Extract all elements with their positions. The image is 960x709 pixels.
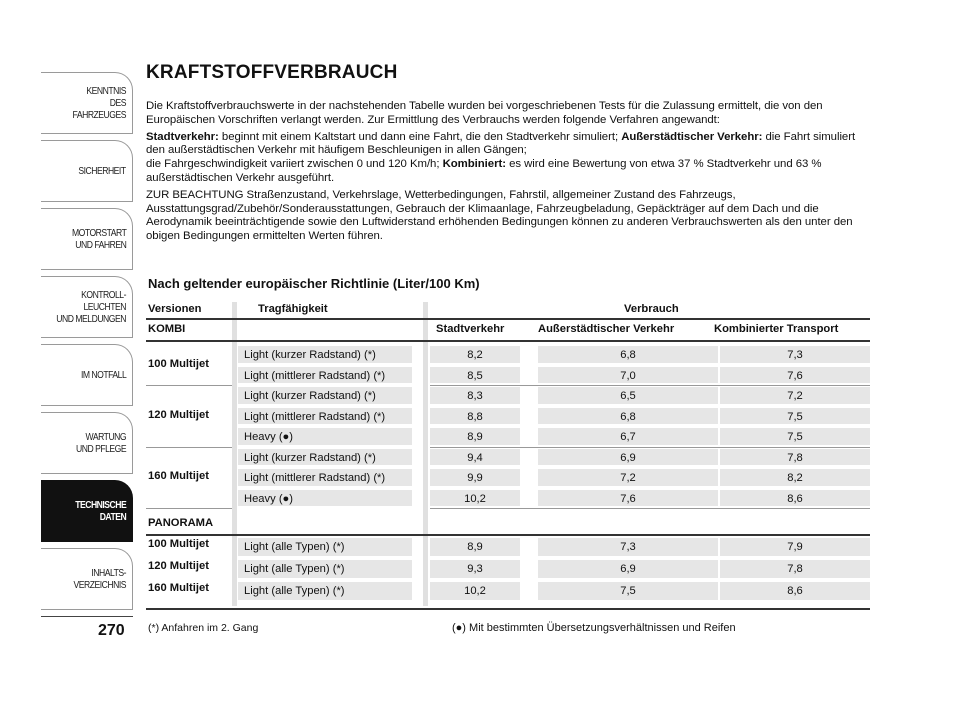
header-rule (146, 340, 870, 342)
cell-load: Light (alle Typen) (*) (244, 563, 345, 575)
nav-tab-label: KENNTNIS DES FAHRZEUGES (72, 85, 126, 121)
column-divider (423, 302, 428, 606)
nav-tab-label: WARTUNG UND PFLEGE (75, 431, 126, 455)
cell-kombiniert: 7,5 (787, 410, 803, 423)
cell-ausserstaedtisch: 7,3 (620, 541, 636, 553)
cell-stadtverkehr: 8,3 (467, 390, 483, 402)
term-stadtverkehr: Stadtverkehr: (146, 130, 219, 143)
cell-ausserstaedtisch: 7,2 (620, 472, 636, 484)
version-label: 160 Multijet (148, 470, 209, 483)
cell-ausserstaedtisch: 7,0 (620, 369, 636, 382)
cell-stadtverkehr: 10,2 (464, 492, 486, 505)
cell-load: Heavy (●) (244, 431, 294, 443)
cell-kombiniert: 8,2 (787, 472, 803, 484)
cell-kombiniert: 7,3 (787, 349, 803, 361)
header-verbrauch: Verbrauch (624, 303, 679, 315)
cell-ausserstaedtisch: 6,8 (620, 410, 636, 423)
header-stadtverkehr: Stadtverkehr (436, 323, 505, 335)
cell-load: Light (mittlerer Radstand) (*) (244, 410, 386, 423)
version-label: 120 Multijet (148, 408, 209, 421)
main-content (146, 62, 870, 247)
cell-stadtverkehr: 10,2 (464, 585, 486, 597)
header-kombiniert: Kombinierter Transport (714, 323, 839, 335)
nav-tab-inhaltsverzeichnis[interactable] (41, 548, 133, 610)
header-rule (146, 318, 870, 320)
definitions-paragraph (146, 131, 870, 186)
cell-ausserstaedtisch: 7,5 (620, 585, 636, 597)
cell-stadtverkehr: 9,9 (467, 472, 483, 484)
cell-ausserstaedtisch: 6,5 (620, 390, 636, 402)
cell-kombiniert: 7,6 (787, 369, 803, 382)
version-label: 160 Multijet (148, 582, 209, 594)
cell-stadtverkehr: 8,5 (467, 369, 483, 382)
group-rule (430, 385, 870, 386)
nav-tab-kenntnis[interactable] (41, 72, 133, 134)
intro-paragraph: Die Kraftstoffverbrauchswerte in der nachstehenden Tabelle wurden bei vorgeschriebenen Tests für die Zulassung ermittelt, die von den Europäischen Vorschriften verlangt werden. Zur Ermittlung des Verbrauchs werden folgende Verfahren angewandt: (146, 100, 823, 126)
nav-tab-kontrollleuchten[interactable] (41, 276, 133, 338)
nav-tab-wartung[interactable] (41, 412, 133, 474)
cell-kombiniert: 8,6 (787, 492, 803, 505)
nav-tab-label: SICHERHEIT (78, 165, 126, 177)
definition-text: die Fahrt simuliert den außerstädtischen Verkehr mit häufigem Beschleunigen in allen Gängen; (146, 130, 856, 157)
cell-stadtverkehr: 8,8 (467, 410, 483, 423)
chapter-nav (41, 72, 133, 616)
term-ausserstaedtisch: Außerstädtischer Verkehr: (621, 130, 763, 143)
cell-ausserstaedtisch: 6,9 (620, 451, 636, 464)
header-ausserstaedtisch: Außerstädtischer Verkehr (538, 323, 675, 335)
cell-load: Heavy (●) (244, 492, 294, 505)
consumption-table (146, 298, 870, 618)
nav-tab-technische-daten[interactable] (41, 480, 133, 542)
group-rule (146, 385, 232, 386)
table-title: Nach geltender europäischer Richtlinie (Liter/100 Km) (148, 276, 480, 291)
footnote-asterisk: (*) Anfahren im 2. Gang (148, 622, 259, 634)
nav-tab-sicherheit[interactable] (41, 140, 133, 202)
page-title: KRAFTSTOFFVERBRAUCH (146, 62, 398, 83)
term-kombiniert: Kombiniert: (442, 158, 506, 171)
nav-tab-label: INHALTS- VERZEICHNIS (73, 567, 126, 591)
note-paragraph: ZUR BEACHTUNG Straßenzustand, Verkehrslage, Wetterbedingungen, Fahrstil, allgemeiner Zustand des Fahrzeugs, Ausstattungsgrad/Zubehör/Sonderausstattungen, Gebrauch der Klimaanlage, Fahrzeugbeladung, Gepäckträger auf dem Dach und die Aerodynamik beeinträchtigende sowie den Luftwiderstand erhöhenden Bedingungen können zu anderen Verbrauchswerten als den unter den obigen Bedingungen ermittelten Werten führen. (146, 188, 853, 243)
page-number: 270 (98, 622, 125, 639)
cell-load: Light (kurzer Radstand) (*) (244, 349, 376, 361)
definition-text: beginnt mit einem Kaltstart und dann eine Fahrt, die den Stadtverkehr simuliert; (218, 130, 622, 143)
cell-ausserstaedtisch: 7,6 (620, 492, 636, 505)
cell-stadtverkehr: 9,4 (467, 451, 483, 464)
cell-stadtverkehr: 8,9 (467, 541, 483, 553)
version-label: 120 Multijet (148, 560, 209, 572)
cell-stadtverkehr: 8,9 (467, 431, 483, 443)
cell-stadtverkehr: 8,2 (467, 349, 483, 361)
header-versionen: Versionen (148, 303, 202, 315)
cell-kombiniert: 7,8 (787, 563, 803, 575)
version-label: 100 Multijet (148, 357, 209, 370)
cell-ausserstaedtisch: 6,7 (620, 431, 636, 443)
nav-tab-label: TECHNISCHE DATEN (74, 499, 126, 523)
group-rule (146, 447, 232, 448)
definition-text: die Fahrgeschwindigkeit variiert zwischen 0 und 120 Km/h; (146, 158, 443, 171)
nav-tab-label: MOTORSTART UND FAHREN (71, 227, 126, 251)
cell-ausserstaedtisch: 6,9 (620, 563, 636, 575)
cell-load: Light (mittlerer Radstand) (*) (244, 472, 386, 484)
cell-kombiniert: 7,8 (787, 451, 803, 464)
cell-kombiniert: 7,9 (787, 541, 803, 553)
table-bottom-rule (146, 608, 870, 610)
footnote-dot: (●) Mit bestimmten Übersetzungsverhältnissen und Reifen (452, 622, 736, 634)
nav-tab-label: KONTROLL- LEUCHTEN UND MELDUNGEN (56, 289, 126, 325)
page-number-rule (41, 616, 133, 617)
cell-kombiniert: 8,6 (787, 585, 803, 597)
header-tragfaehigkeit: Tragfähigkeit (258, 303, 328, 315)
cell-kombiniert: 7,2 (787, 390, 803, 402)
cell-load: Light (kurzer Radstand) (*) (244, 451, 376, 464)
cell-load: Light (alle Typen) (*) (244, 585, 345, 597)
panorama-rule (146, 534, 870, 536)
cell-stadtverkehr: 9,3 (467, 563, 483, 575)
cell-load: Light (kurzer Radstand) (*) (244, 390, 376, 402)
definition-text: es wird eine Bewertung von etwa 37 % Stadtverkehr und 63 % außerstädtischen Verkehr ausgeführt. (146, 158, 822, 184)
nav-tab-motorstart[interactable] (41, 208, 133, 270)
group-rule (430, 447, 870, 448)
header-kombi: KOMBI (148, 323, 186, 335)
version-label: 100 Multijet (148, 538, 209, 550)
cell-load: Light (mittlerer Radstand) (*) (244, 369, 386, 382)
column-divider (232, 302, 237, 606)
cell-kombiniert: 7,5 (787, 431, 803, 443)
cell-load: Light (alle Typen) (*) (244, 541, 345, 553)
nav-tab-label: IM NOTFALL (80, 369, 126, 381)
nav-tab-notfall[interactable] (41, 344, 133, 406)
group-rule (430, 508, 870, 509)
cell-ausserstaedtisch: 6,8 (620, 349, 636, 361)
header-panorama: PANORAMA (148, 517, 214, 529)
group-rule (146, 508, 232, 509)
